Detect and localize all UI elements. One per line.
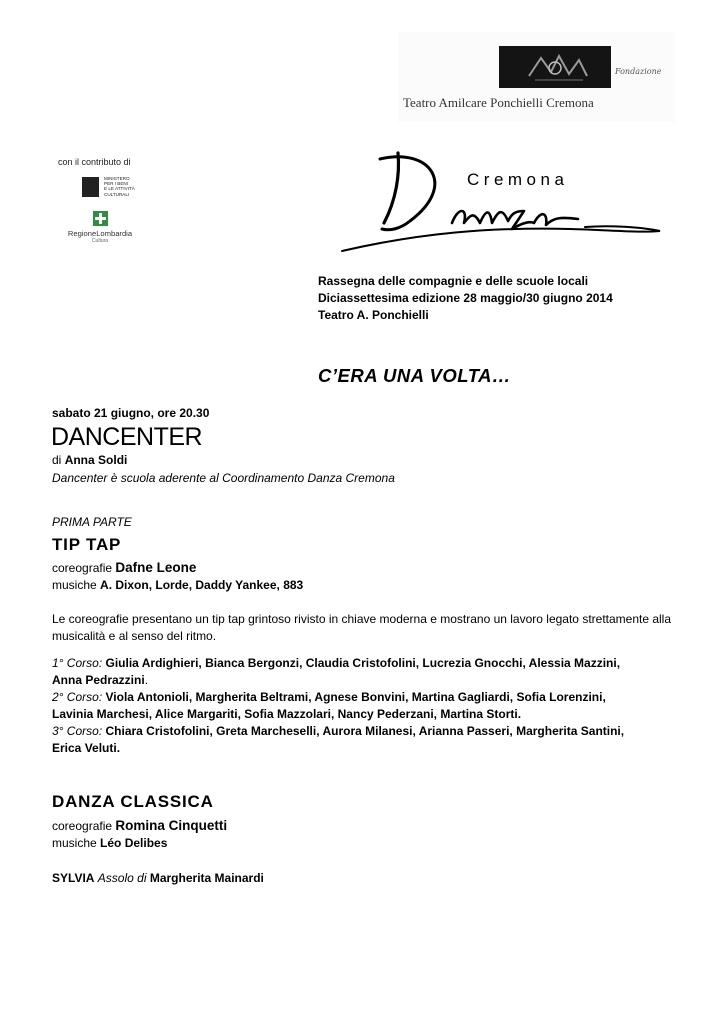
course-row xyxy=(52,706,624,723)
festival-info xyxy=(318,273,613,324)
part-label: PRIMA PARTE xyxy=(52,515,132,529)
piece-title: SYLVIA xyxy=(52,871,95,885)
course-students: Lavinia Marchesi, Alice Margariti, Sofia Mazzolari, Nancy Pederzani, Martina Storti. xyxy=(52,707,522,721)
region-logo xyxy=(60,211,140,247)
course-label: 2° Corso: xyxy=(52,690,103,704)
course-row xyxy=(52,689,624,706)
festival-line: Diciassettesima edizione 28 maggio/30 giugno 2014 xyxy=(318,291,613,305)
cremona-wordmark: Cremona xyxy=(467,170,569,189)
ministry-logo xyxy=(82,175,142,201)
music-line xyxy=(52,577,303,594)
contribution-label: con il contributo di xyxy=(58,157,131,167)
ministry-text-line: E LE ATTIVITÀ xyxy=(104,186,135,192)
ministry-text-line: CULTURALI xyxy=(104,191,130,197)
ministry-emblem-icon xyxy=(82,177,99,197)
festival-line: Rassegna delle compagnie e delle scuole locali xyxy=(318,274,589,288)
course-list xyxy=(52,655,624,757)
music-label: musiche xyxy=(52,836,97,850)
region-subtitle: Cultura xyxy=(91,238,109,244)
music-names: A. Dixon, Lorde, Daddy Yankee, 883 xyxy=(100,578,304,592)
director-name: Anna Soldi xyxy=(64,453,128,467)
director-line xyxy=(52,452,127,469)
course-students: Erica Veluti. xyxy=(52,741,121,755)
show-title: C’ERA UNA VOLTA… xyxy=(318,365,511,386)
choreography-line xyxy=(52,559,196,577)
foundation-label: Fondazione xyxy=(615,67,662,76)
show-date: sabato 21 giugno, ore 20.30 xyxy=(52,406,210,420)
course-row xyxy=(52,723,624,740)
choreography-line xyxy=(52,817,227,835)
course-row xyxy=(52,740,624,757)
music-label: musiche xyxy=(52,578,97,592)
course-students: Viola Antonioli, Margherita Beltrami, Agnese Bonvini, Martina Gagliardi, Sofia Lorenzini, xyxy=(105,690,606,704)
piece-line xyxy=(52,870,264,887)
foundation-emblem-image xyxy=(499,46,611,88)
ministry-text-line: PER I BENI xyxy=(104,181,128,187)
foundation-name: Teatro Amilcare Ponchielli Cremona xyxy=(403,95,594,110)
choreography-label: coreografie xyxy=(52,561,113,575)
course-students: Anna Pedrazzini xyxy=(52,673,145,687)
ministry-text-line: MINISTERO xyxy=(104,176,130,181)
description xyxy=(52,611,671,645)
choreographer-name: Dafne Leone xyxy=(115,560,197,575)
course-row: Anna Pedrazzini. xyxy=(52,673,149,687)
director-prefix: di xyxy=(52,453,62,467)
course-students: Giulia Ardighieri, Bianca Bergonzi, Claudia Cristofolini, Lucrezia Gnocchi, Alessia Mazzini, xyxy=(105,656,621,670)
piece-performer: Margherita Mainardi xyxy=(149,871,264,885)
festival-line: Teatro A. Ponchielli xyxy=(318,308,429,322)
music-line xyxy=(52,835,167,852)
section-title-danza-classica: DANZA CLASSICA xyxy=(52,792,214,811)
course-row xyxy=(52,655,624,672)
region-name: RegioneLombardia xyxy=(67,229,133,238)
region-cross-icon xyxy=(93,211,108,226)
company-name: DANCENTER xyxy=(51,423,203,451)
choreographer-name: Romina Cinquetti xyxy=(115,818,228,833)
course-label: 1° Corso: xyxy=(52,656,103,670)
description-line: musicalità e al senso del ritmo. xyxy=(52,629,217,643)
music-names: Léo Delibes xyxy=(100,836,168,850)
section-title-tip-tap: TIP TAP xyxy=(52,535,122,554)
school-note: Dancenter è scuola aderente al Coordinamento Danza Cremona xyxy=(52,471,395,485)
description-line: Le coreografie presentano un tip tap grintoso rivisto in chiave moderna e mostrano un lavoro legato strettamente alla xyxy=(52,612,672,626)
course-students: Chiara Cristofolini, Greta Marcheselli, Aurora Milanesi, Arianna Passeri, Margherita Santini, xyxy=(105,724,625,738)
course-label: 3° Corso: xyxy=(52,724,103,738)
danza-script-logo xyxy=(340,145,670,255)
piece-label: Assolo di xyxy=(97,871,147,885)
choreography-label: coreografie xyxy=(52,819,113,833)
